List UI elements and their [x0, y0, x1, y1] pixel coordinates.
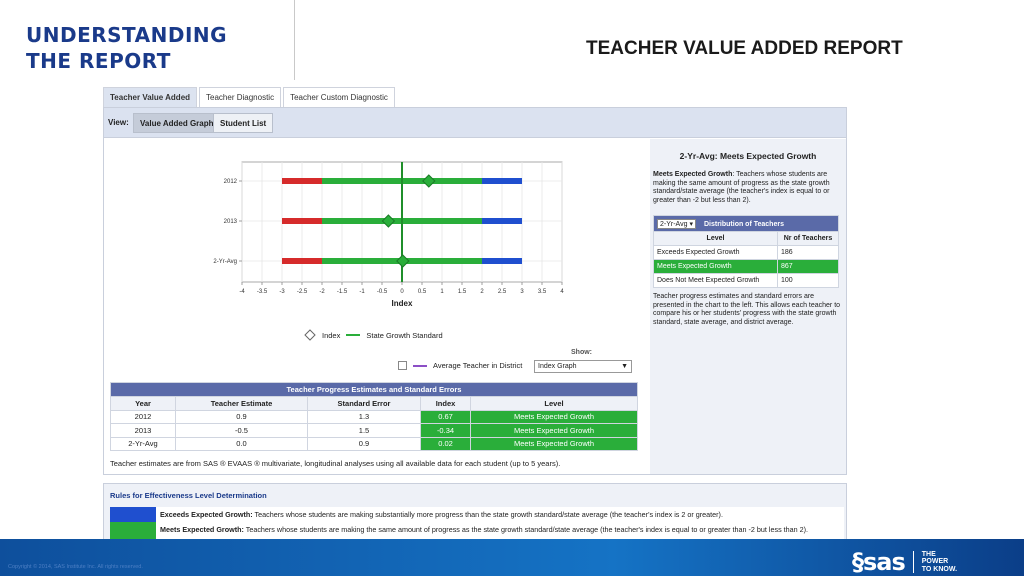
index-diamond-icon: [304, 329, 316, 341]
cell-year: 2012: [111, 410, 176, 424]
sas-logo: [852, 548, 957, 576]
cell-level: Meets Expected Growth: [471, 437, 638, 451]
y-category-label: 2-Yr-Avg: [213, 259, 237, 265]
right-panel-description: [653, 171, 843, 205]
rule-exceeds: [110, 507, 844, 522]
level-band-bar: [282, 178, 322, 184]
level-band-bar: [282, 258, 322, 264]
show-select-value: Index Graph: [538, 363, 577, 370]
report-tabs: [103, 87, 397, 108]
dist-count: 186: [778, 246, 839, 260]
x-tick-label: -4: [239, 289, 245, 295]
copyright-text: Copyright © 2014, SAS Institute Inc. All rights reserved.: [8, 564, 143, 570]
level-band-bar: [482, 178, 522, 184]
y-category-label: 2013: [223, 219, 237, 225]
x-tick-label: -2: [319, 289, 325, 295]
x-tick-label: -1.5: [336, 289, 348, 295]
rule-text: [156, 507, 727, 522]
rules-title: Rules for Effectiveness Level Determination: [110, 491, 267, 500]
slide-heading-right: TEACHER VALUE ADDED REPORT: [586, 38, 903, 59]
col-year: Year: [111, 397, 176, 411]
estimates-table-caption: Teacher Progress Estimates and Standard Errors: [111, 383, 638, 397]
exceeds-swatch: [110, 507, 156, 522]
cell-index: 0.02: [421, 437, 471, 451]
dist-level: Meets Expected Growth: [654, 260, 778, 274]
x-tick-label: 1: [440, 289, 444, 295]
chevron-down-icon: ▾: [689, 220, 693, 228]
district-line-icon: [413, 363, 427, 369]
cell-stderr: 1.3: [308, 410, 421, 424]
right-panel-title: 2-Yr-Avg: Meets Expected Growth: [679, 151, 817, 161]
x-tick-label: 4: [560, 289, 564, 295]
cell-year: 2013: [111, 424, 176, 438]
cell-level: Meets Expected Growth: [471, 424, 638, 438]
dist-level: Does Not Meet Expected Growth: [654, 274, 778, 288]
heading-divider: [294, 0, 295, 80]
district-legend: [398, 361, 522, 370]
legend-index-label: Index: [322, 330, 341, 340]
chart-legend: [304, 329, 443, 341]
district-legend-label: Average Teacher in District: [433, 361, 523, 370]
cell-stderr: 1.5: [308, 424, 421, 438]
table-row: [111, 437, 638, 451]
table-row: [654, 246, 839, 260]
right-panel-note: Teacher progress estimates and standard errors are presented in the chart to the left. This allows each teacher to compare his or her students' progress with the state growth standard, state average, and district average.: [653, 293, 841, 326]
dist-level: Exceeds Expected Growth: [654, 246, 778, 260]
level-band-bar: [282, 218, 322, 224]
estimates-footnote: Teacher estimates are from SAS ® EVAAS ® multivariate, longitudinal analyses using all available data for each student (up to 5 years).: [110, 459, 561, 468]
student-list-button[interactable]: Student List: [213, 113, 273, 133]
x-tick-label: -2.5: [296, 289, 308, 295]
cell-estimate: 0.0: [176, 437, 308, 451]
col-index: Index: [421, 397, 471, 411]
cell-estimate: -0.5: [176, 424, 308, 438]
right-panel: [650, 139, 846, 474]
x-axis-label: Index: [391, 299, 413, 308]
table-row: [654, 274, 839, 288]
show-label: Show:: [571, 349, 592, 356]
table-row: [111, 410, 638, 424]
cell-year: 2-Yr-Avg: [111, 437, 176, 451]
x-tick-label: 3: [520, 289, 524, 295]
rule-desc: Teachers whose students are making substantially more progress than the state growth standard/state average (the teacher's index is 2 or greater).: [252, 510, 723, 519]
dist-count: 867: [778, 260, 839, 274]
desc-bold: Meets Expected Growth: [653, 171, 733, 178]
x-tick-label: -0.5: [376, 289, 388, 295]
tab-teacher-custom-diagnostic[interactable]: Teacher Custom Diagnostic: [283, 87, 395, 108]
cell-estimate: 0.9: [176, 410, 308, 424]
rule-bold: Meets Expected Growth:: [160, 525, 244, 534]
x-tick-label: 0.5: [417, 289, 427, 295]
chevron-down-icon: ▼: [621, 363, 628, 370]
cell-index: -0.34: [421, 424, 471, 438]
distribution-header: [654, 216, 839, 232]
district-checkbox[interactable]: [398, 361, 407, 370]
logo-divider: [913, 551, 914, 573]
dist-count: 100: [778, 274, 839, 288]
table-row: [654, 260, 839, 274]
show-select[interactable]: [534, 360, 632, 373]
footer-bar: [0, 539, 1024, 576]
view-label: View:: [108, 118, 129, 127]
dist-col-level: Level: [654, 232, 778, 246]
sas-wordmark: §sas: [852, 548, 905, 576]
estimates-table: [110, 382, 638, 451]
level-band-bar: [482, 258, 522, 264]
x-tick-label: -3.5: [256, 289, 268, 295]
logo-tagline: THE POWER TO KNOW.: [921, 550, 958, 573]
col-teacher-estimate: Teacher Estimate: [176, 397, 308, 411]
distribution-select-value: 2-Yr-Avg: [660, 220, 688, 228]
x-tick-label: 1.5: [457, 289, 467, 295]
value-added-chart: [184, 158, 584, 318]
cell-index: 0.67: [421, 410, 471, 424]
cell-stderr: 0.9: [308, 437, 421, 451]
distribution-title: Distribution of Teachers: [703, 220, 784, 228]
col-level: Level: [471, 397, 638, 411]
level-band-bar: [482, 218, 522, 224]
view-bar: [104, 108, 846, 138]
table-row: [111, 424, 638, 438]
desc-rest: : Teachers whose students are making the same amount of progress as the state growth standard/state average (the teacher's index is equal to or greater than -2 but less than 2).: [653, 171, 830, 204]
value-added-graph-button[interactable]: Value Added Graph: [133, 113, 221, 133]
rule-bold: Exceeds Expected Growth:: [160, 510, 253, 519]
legend-state-growth-label: State Growth Standard: [366, 330, 443, 340]
x-tick-label: 3.5: [537, 289, 547, 295]
x-tick-label: 2: [480, 289, 484, 295]
x-tick-label: 2.5: [497, 289, 507, 295]
x-tick-label: -1: [359, 289, 365, 295]
distribution-table: [653, 215, 839, 288]
col-standard-error: Standard Error: [308, 397, 421, 411]
state-growth-line-icon: [346, 332, 360, 338]
rule-desc: Teachers whose students are making the same amount of progress as the state growth standard/state average (the teacher's index is equal to or greater than -2 but less than 2).: [243, 525, 809, 534]
x-tick-label: -3: [279, 289, 285, 295]
x-tick-label: 0: [400, 289, 404, 295]
slide-heading-left: UNDERSTANDING THE REPORT: [26, 23, 228, 73]
cell-level: Meets Expected Growth: [471, 410, 638, 424]
y-category-label: 2012: [223, 179, 237, 185]
dist-col-count: Nr of Teachers: [778, 232, 839, 246]
distribution-select[interactable]: [657, 219, 696, 229]
tab-teacher-value-added[interactable]: Teacher Value Added: [103, 87, 197, 108]
tab-teacher-diagnostic[interactable]: Teacher Diagnostic: [199, 87, 281, 108]
report-frame: [103, 107, 847, 475]
